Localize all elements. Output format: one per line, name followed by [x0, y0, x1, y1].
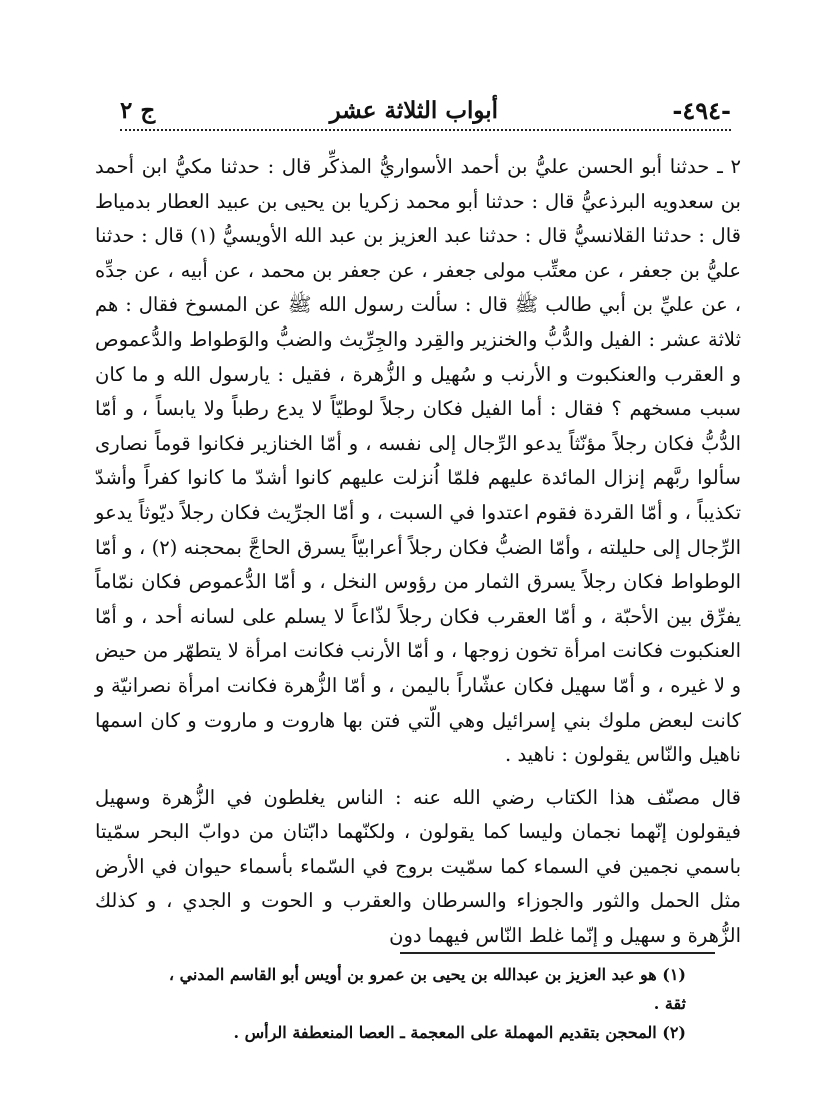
- footnotes: [150, 960, 686, 1047]
- main-text: [95, 150, 741, 954]
- page-number: -٤٩٤-: [672, 95, 731, 125]
- footnote-1: (١) هو عبد العزيز بن عبدالله بن يحيى بن عمرو بن أويس أبو القاسم المدني ، ثقة .: [168, 965, 686, 1013]
- page-header: [120, 90, 731, 130]
- header-divider: [120, 129, 731, 131]
- volume-label: ج ٢: [120, 96, 156, 124]
- running-title: أبواب الثلاثة عشر: [329, 96, 499, 124]
- author-comment-paragraph: قال مصنّف هذا الكتاب رضي الله عنه : الناس يغلطون في الزُّهرة وسهيل فيقولون إنّهما نجمان وليسا كما يقولون ، ولكنّهما دابّتان من دوابّ البحر سمّيتا باسمي نجمين في السماء كما سمّيت بروج في السّماء بأسماء حيوان في الأرض مثل الحمل والثور والجوزاء والسرطان والعقرب و الحوت و الجدي ، و كذلك الزُّهرة و سهيل و إنّما غلط النّاس فيهما دون: [95, 785, 741, 948]
- footnote-2: (٢) المحجن بتقديم المهملة على المعجمة ـ العصا المنعطفة الرأس .: [233, 1023, 686, 1042]
- footnote-divider: [400, 952, 715, 954]
- hadith-paragraph: ٢ ـ حدثنا أبو الحسن عليُّ بن أحمد الأسواريُّ المذكِّر قال : حدثنا مكيُّ ابن أحمد بن سعدويه البرذعيُّ قال : حدثنا أبو محمد زكريا بن يحيى بن عبيد العطار بدمياط قال : حدثنا القلانسيُّ قال : حدثنا عبد العزيز بن عبد الله الأويسيُّ (١) قال : حدثنا عليُّ بن جعفر ، عن معتِّب مولى جعفر ، عن جعفر بن محمد ، عن أبيه ، عن جدِّه ، عن عليِّ بن أبي طالب ﷺ قال : سألت رسول الله ﷺ عن المسوخ فقال : هم ثلاثة عشر : الفيل والدُّبُّ والخنزير والقِرد والجِرِّيث والضبُّ والوَطواط والدُّعموص و العقرب والعنكبوت و الأرنب و سُهيل و الزُّهرة ، فقيل : يارسول الله و ما كان سبب مسخهم ؟ فقال : أما الفيل فكان رجلاً لوطيّاً لا يدع رطباً ولا يابساً ، و أمّا الدُّبُّ فكان رجلاً مؤنّثاً يدعو الرِّجال إلى نفسه ، و أمّا الخنازير فكانوا قوماً نصارى سألوا ربَّهم إنزال المائدة عليهم فلمّا اُنزلت عليهم كانوا أشدّ ما كانوا كفراً وأشدّ تكذيباً ، و أمّا القردة فقوم اعتدوا في السبت ، و أمّا الجرِّيث فكان رجلاً ديّوثاً يدعو الرِّجال إلى حليلته ، وأمّا الضبُّ فكان رجلاً أعرابيّاً يسرق الحاجَّ بمحجنه (٢) ، و أمّا الوطواط فكان رجلاً يسرق الثمار من رؤوس النخل ، و أمّا الدُّعموص فكان نمّاماً يفرِّق بين الأحبّة ، و أمّا العقرب فكان رجلاً لذّاعاً لا يسلم على لسانه أحد ، و أمّا العنكبوت فكانت امرأة تخون زوجها ، و أمّا الأرنب فكانت امرأة لا يتطهّر من حيض و لا غيره ، و أمّا سهيل فكان عشّاراً باليمن ، و أمّا الزُّهرة فكانت امرأة نصرانيّة و كانت لبعض ملوك بني إسرائيل وهي الّتي فتن بها هاروت و ماروت و كان اسمها ناهيل والنّاس يقولون : ناهيد .: [95, 155, 741, 767]
